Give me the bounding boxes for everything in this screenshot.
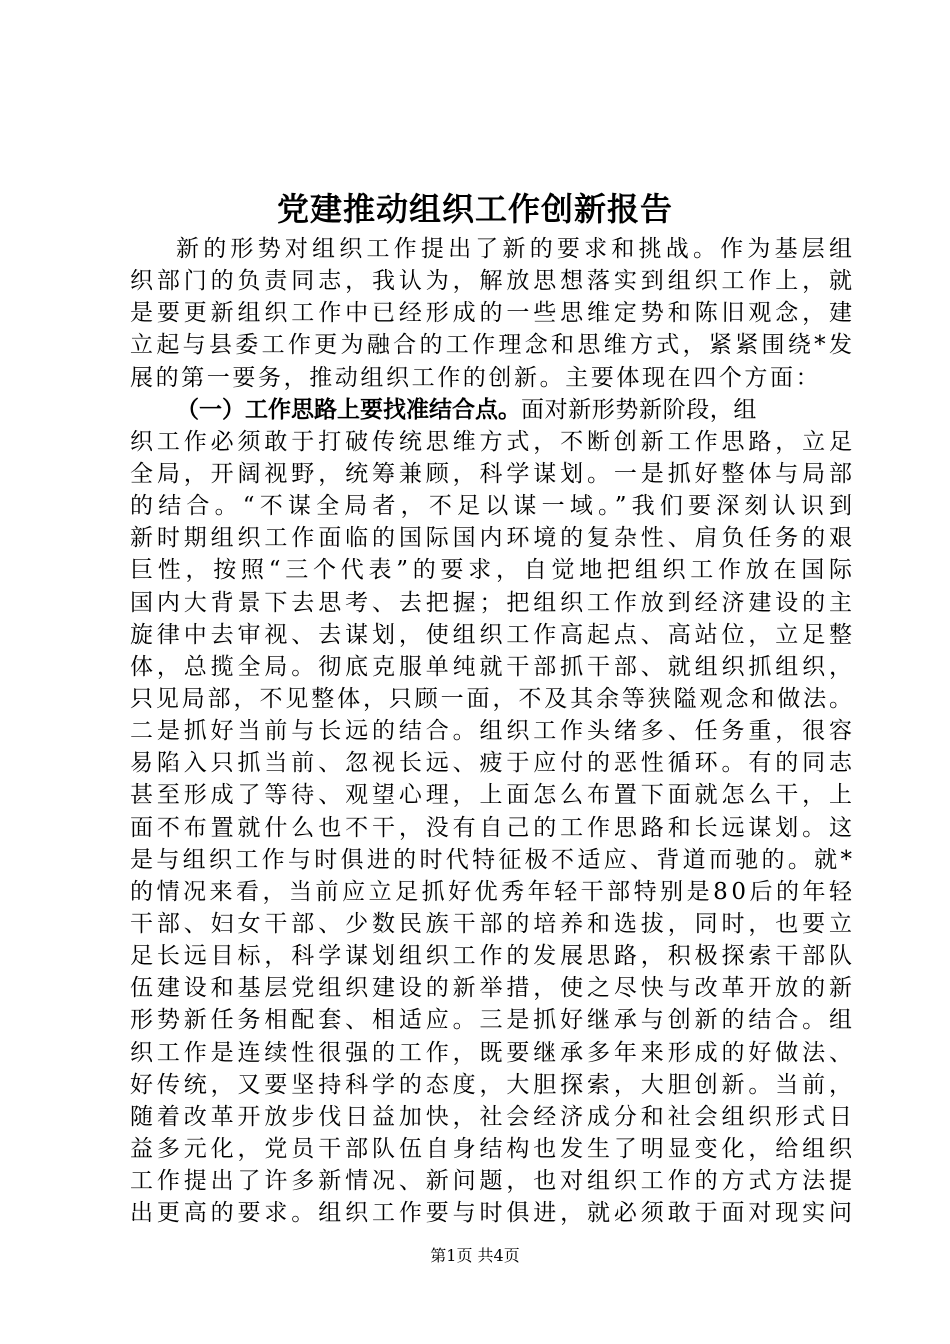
paragraph-line bbox=[130, 458, 856, 490]
line-text: 织工作必须敢于打破传统思维方式，不断创新工作思路，立足 bbox=[130, 428, 856, 455]
paragraph-line bbox=[130, 329, 856, 361]
paragraph-line bbox=[130, 394, 852, 426]
paragraph-line bbox=[130, 844, 856, 876]
line-text: 面不布置就什么也不干，没有自己的工作思路和长远谋划。这 bbox=[130, 814, 856, 841]
paragraph-line bbox=[130, 1004, 856, 1036]
line-text: 国内大背景下去思考、去把握；把组织工作放到经济建设的主 bbox=[130, 589, 856, 616]
paragraph-line bbox=[130, 876, 856, 908]
paragraph-line bbox=[130, 490, 858, 522]
line-text: 立起与县委工作更为融合的工作理念和思维方式，紧紧围绕*发 bbox=[130, 332, 856, 359]
line-text: 织部门的负责同志，我认为，解放思想落实到组织工作上，就 bbox=[130, 268, 856, 295]
paragraph-line bbox=[130, 1069, 856, 1101]
page-footer: 第1页 共4页 bbox=[430, 1246, 520, 1265]
paragraph-line bbox=[130, 426, 856, 458]
paragraph-line bbox=[130, 265, 856, 297]
paragraph-line bbox=[130, 747, 856, 779]
paragraph-line bbox=[130, 1133, 856, 1165]
line-text: 干部、妇女干部、少数民族干部的培养和选拔，同时，也要立 bbox=[130, 910, 856, 937]
line-text: 形势新任务相配套、相适应。三是抓好继承与创新的结合。组 bbox=[130, 1007, 856, 1034]
paragraph-line bbox=[130, 1165, 856, 1197]
paragraph-line bbox=[130, 812, 856, 844]
line-text: 足长远目标，科学谋划组织工作的发展思路，积极探索干部队 bbox=[130, 943, 856, 970]
paragraph-line bbox=[130, 715, 856, 747]
line-text: 甚至形成了等待、观望心理，上面怎么布置下面就怎么干，上 bbox=[130, 782, 856, 809]
line-text: 的情况来看，当前应立足抓好优秀年轻干部特别是80后的年轻 bbox=[130, 878, 856, 905]
line-text: 体，总揽全局。彻底克服单纯就干部抓干部、就组织抓组织， bbox=[130, 653, 856, 680]
line-text: 旋律中去审视、去谋划，使组织工作高起点、高站位，立足整 bbox=[130, 621, 856, 648]
line-text: 出更高的要求。组织工作要与时俱进，就必须敢于面对现实问 bbox=[130, 1200, 856, 1227]
line-text: 易陷入只抓当前、忽视长远、疲于应付的恶性循环。有的同志 bbox=[130, 750, 856, 777]
line-text: 随着改革开放步伐日益加快，社会经济成分和社会组织形式日 bbox=[130, 1103, 856, 1130]
line-text: 的结合。“不谋全局者，不足以谋一域。”我们要深刻认识到 bbox=[130, 493, 858, 520]
paragraph-line bbox=[130, 972, 856, 1004]
paragraph-line bbox=[130, 587, 856, 619]
line-text: 是与组织工作与时俱进的时代特征极不适应、背道而驰的。就* bbox=[130, 846, 856, 873]
paragraph-line bbox=[130, 940, 856, 972]
paragraph-line bbox=[130, 619, 856, 651]
line-text: 巨性，按照“三个代表”的要求，自觉地把组织工作放在国际 bbox=[130, 557, 857, 584]
line-text: 伍建设和基层党组织建设的新举措，使之尽快与改革开放的新 bbox=[130, 975, 856, 1002]
line-text: 新时期组织工作面临的国际国内环境的复杂性、肩负任务的艰 bbox=[130, 525, 856, 552]
paragraph-line bbox=[130, 233, 857, 265]
paragraph-line bbox=[130, 522, 856, 554]
paragraph-line bbox=[130, 554, 857, 586]
paragraph-line bbox=[130, 651, 856, 683]
section-heading: （一）工作思路上要找准结合点。 bbox=[176, 395, 521, 423]
paragraph-line bbox=[130, 1101, 856, 1133]
line-text: 新的形势对组织工作提出了新的要求和挑战。作为基层组 bbox=[176, 236, 857, 262]
paragraph-line bbox=[130, 908, 856, 940]
line-text: 面对新形势新阶段，组 bbox=[521, 396, 757, 423]
line-text: 是要更新组织工作中已经形成的一些思维定势和陈旧观念，建 bbox=[130, 300, 856, 327]
paragraph-line bbox=[130, 1197, 856, 1229]
line-text: 益多元化，党员干部队伍自身结构也发生了明显变化，给组织 bbox=[130, 1135, 856, 1162]
line-text: 只见局部，不见整体，只顾一面，不及其余等狭隘观念和做法。 bbox=[130, 685, 855, 712]
document-body bbox=[130, 233, 858, 1229]
line-text: 织工作是连续性很强的工作，既要继承多年来形成的好做法、 bbox=[130, 1039, 856, 1066]
line-text: 全局，开阔视野，统筹兼顾，科学谋划。一是抓好整体与局部 bbox=[130, 460, 856, 487]
line-text: 好传统，又要坚持科学的态度，大胆探索，大胆创新。当前， bbox=[130, 1071, 856, 1098]
line-text: 工作提出了许多新情况、新问题，也对组织工作的方式方法提 bbox=[130, 1168, 856, 1195]
paragraph-line bbox=[130, 683, 855, 715]
paragraph-line bbox=[130, 1037, 856, 1069]
line-text: 展的第一要务，推动组织工作的创新。主要体现在四个方面： bbox=[130, 364, 822, 391]
paragraph-line bbox=[130, 297, 856, 329]
paragraph-line bbox=[130, 362, 852, 394]
document-title: 党建推动组织工作创新报告 bbox=[276, 190, 673, 228]
line-text: 二是抓好当前与长远的结合。组织工作头绪多、任务重，很容 bbox=[130, 718, 856, 745]
paragraph-line bbox=[130, 779, 856, 811]
